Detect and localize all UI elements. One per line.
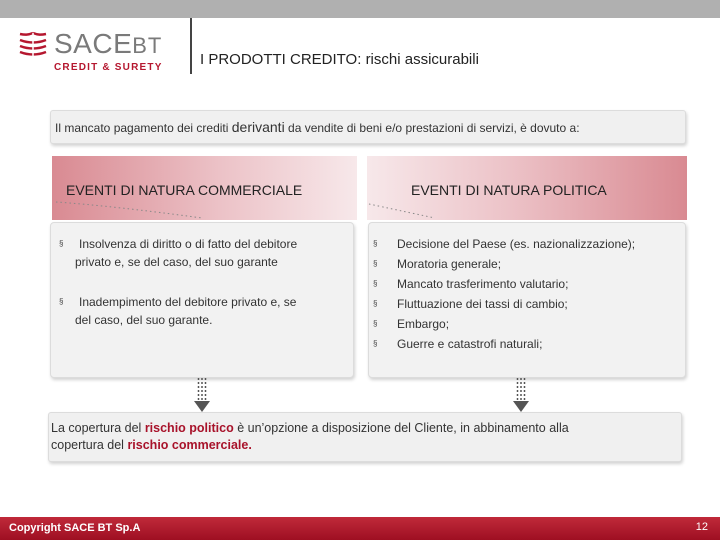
intro-text-emphasis: derivanti bbox=[231, 119, 285, 135]
bullet: § bbox=[373, 279, 378, 288]
list-item: Decisione del Paese (es. nazionalizzazione); bbox=[397, 237, 636, 251]
bullet: § bbox=[373, 299, 378, 308]
sace-bt-logo bbox=[14, 26, 184, 76]
bullet: § bbox=[373, 239, 378, 248]
political-events-list bbox=[368, 222, 686, 378]
list-item: Embargo; bbox=[397, 317, 450, 331]
dotted-line-decoration bbox=[367, 200, 437, 220]
bullet: § bbox=[373, 259, 378, 268]
page-number: 12 bbox=[695, 521, 708, 533]
political-events-header bbox=[367, 156, 687, 220]
list-item: Guerre e catastrofi naturali; bbox=[397, 337, 543, 351]
list-item: Fluttuazione dei tassi di cambio; bbox=[397, 297, 568, 311]
coverage-note: La copertura del rischio politico è un’opzione a disposizione del Cliente, in abbinamento alla copertura del rischio commerciale. bbox=[48, 412, 682, 462]
commercial-events-title: EVENTI DI NATURA COMMERCIALE bbox=[66, 182, 303, 198]
bullet: § bbox=[373, 319, 378, 328]
top-bar bbox=[0, 0, 720, 18]
commercial-events-list bbox=[50, 222, 354, 378]
intro-box bbox=[50, 110, 686, 144]
dotted-line-decoration bbox=[54, 200, 204, 220]
list-item: Insolvenza di diritto o di fatto del debitore bbox=[79, 237, 298, 251]
logo-tagline: CREDIT & SURETY bbox=[54, 62, 163, 73]
logo-name: SACEBT bbox=[54, 28, 163, 59]
sace-logo-icon bbox=[18, 31, 48, 59]
page-title: I PRODOTTI CREDITO: rischi assicurabili bbox=[200, 51, 479, 68]
copyright-text: Copyright SACE BT Sp.A bbox=[9, 522, 141, 534]
bullet: § bbox=[59, 297, 64, 306]
intro-text-start: Il mancato pagamento dei crediti bbox=[55, 121, 232, 135]
list-item: Moratoria generale; bbox=[397, 257, 502, 271]
list-item: Inadempimento del debitore privato e, se bbox=[79, 295, 297, 309]
political-risk-highlight: rischio politico bbox=[144, 421, 234, 435]
commercial-risk-highlight: rischio commerciale. bbox=[127, 438, 252, 452]
list-item: privato e, se del caso, del suo garante bbox=[75, 255, 278, 269]
bullet: § bbox=[373, 339, 378, 348]
header-divider bbox=[190, 18, 192, 74]
intro-text-end: da vendite di beni e/o prestazioni di servizi, è dovuto a: bbox=[284, 121, 580, 135]
commercial-events-header bbox=[52, 156, 357, 220]
bullet: § bbox=[59, 239, 64, 248]
political-events-title: EVENTI DI NATURA POLITICA bbox=[411, 182, 607, 198]
down-arrow-icon bbox=[511, 378, 531, 414]
down-arrow-icon bbox=[192, 378, 212, 414]
footer-bar bbox=[0, 517, 720, 540]
list-item: Mancato trasferimento valutario; bbox=[397, 277, 569, 291]
list-item: del caso, del suo garante. bbox=[75, 313, 213, 327]
